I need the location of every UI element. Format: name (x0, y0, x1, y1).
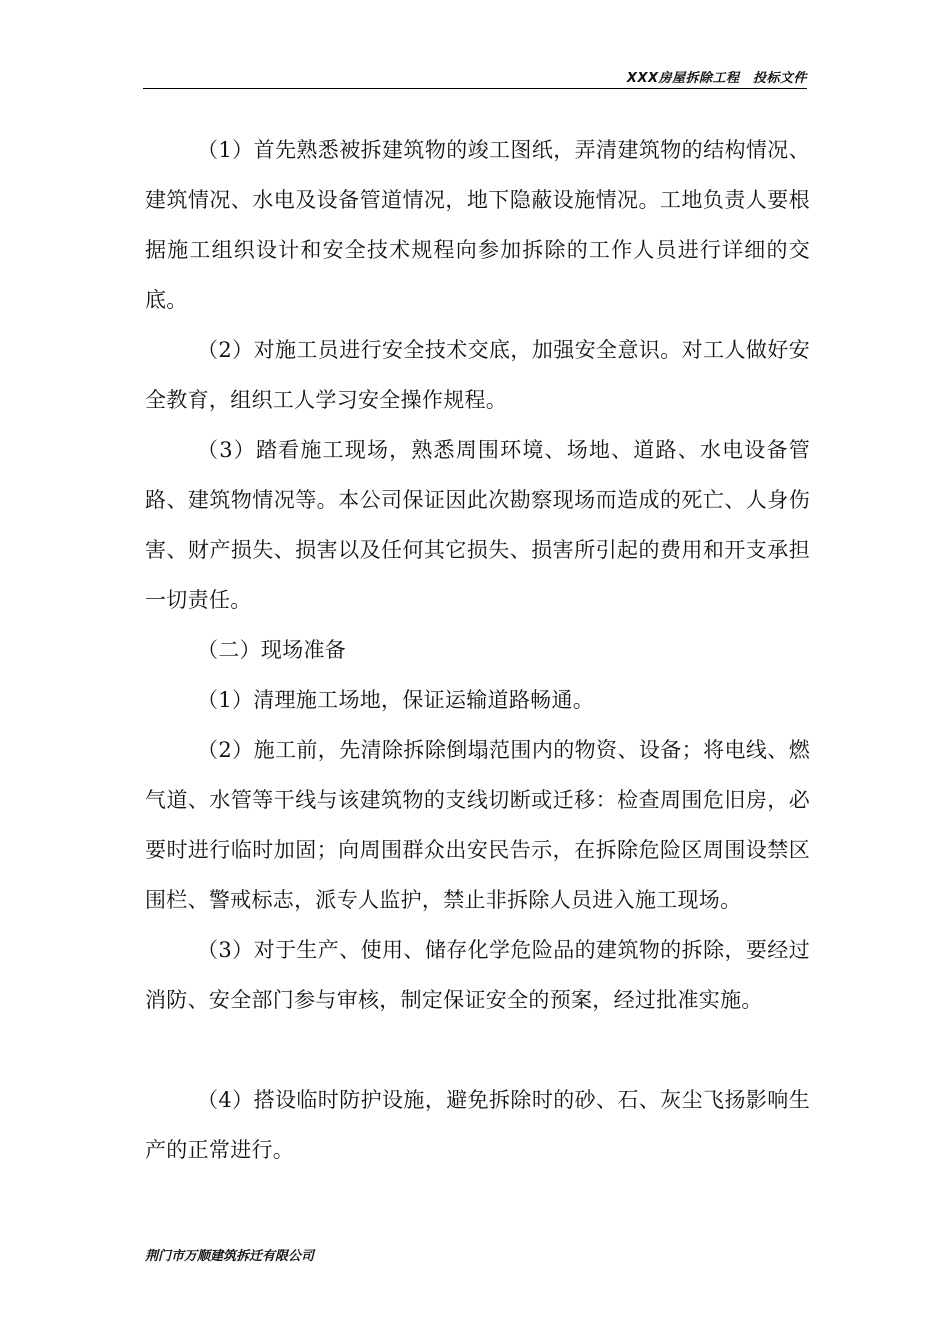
section-heading-site-preparation: （二）现场准备 (197, 638, 347, 662)
document-body (145, 125, 810, 1175)
paragraph-pre-construction: （2）施工前，先清除拆除倒塌范围内的物资、设备；将电线、燃气道、水管等干线与该建筑物的支线切断或迁移：检查周围危旧房，必要时进行临时加固；向周围群众出安民告示，在拆除危险区周围设禁区围栏、警戒标志，派专人监护，禁止非拆除人员进入施工现场。 (145, 738, 810, 912)
paragraph-clear-site: （1）清理施工场地，保证运输道路畅通。 (197, 688, 595, 712)
paragraph-protective-facilities: （4）搭设临时防护设施，避免拆除时的砂、石、灰尘飞扬影响生产的正常进行。 (145, 1088, 810, 1162)
page-footer-company: 荆门市万顺建筑拆迁有限公司 (145, 1249, 315, 1264)
paragraph-gap (145, 1025, 810, 1075)
paragraph-site-survey: （3）踏看施工现场，熟悉周围环境、场地、道路、水电设备管路、建筑物情况等。本公司保证因此次勘察现场而造成的死亡、人身伤害、财产损失、损害以及任何其它损失、损害所引起的费用和开支承担一切责任。 (145, 438, 810, 612)
paragraph-hazardous-buildings: （3）对于生产、使用、储存化学危险品的建筑物的拆除，要经过消防、安全部门参与审核，制定保证安全的预案，经过批准实施。 (145, 938, 810, 1012)
page-header (143, 64, 807, 89)
paragraph-familiarize-drawings: （1）首先熟悉被拆建筑物的竣工图纸，弄清建筑物的结构情况、建筑情况、水电及设备管道情况，地下隐蔽设施情况。工地负责人要根据施工组织设计和安全技术规程向参加拆除的工作人员进行详细的交底。 (145, 138, 810, 312)
header-title: XXX房屋拆除工程 投标文件 (626, 71, 807, 86)
paragraph-safety-briefing: （2）对施工员进行安全技术交底，加强安全意识。对工人做好安全教育，组织工人学习安全操作规程。 (145, 338, 810, 412)
